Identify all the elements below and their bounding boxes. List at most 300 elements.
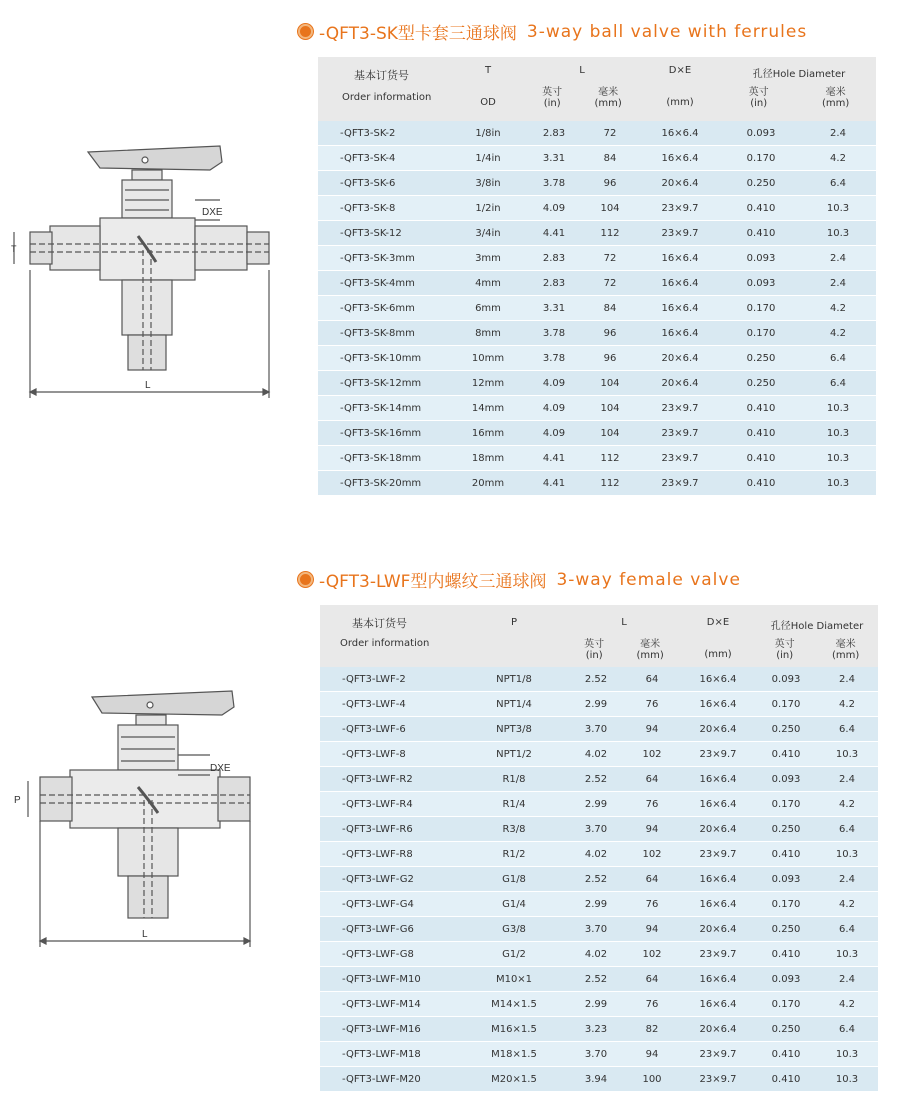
header-p: [460, 605, 568, 667]
order-code-cell: -QFT3-SK-10mm: [318, 346, 450, 371]
mm-en: (mm): [822, 98, 850, 109]
l-inch-cell: 2.99: [568, 992, 624, 1017]
l-inch-cell: 2.52: [568, 867, 624, 892]
size-cell: 12mm: [450, 371, 526, 396]
order-code-cell: -QFT3-SK-6: [318, 171, 450, 196]
size-cell: 6mm: [450, 296, 526, 321]
order-code-cell: -QFT3-LWF-M18: [320, 1042, 460, 1067]
size-cell: R1/4: [460, 792, 568, 817]
l-inch-cell: 3.70: [568, 717, 624, 742]
dxe-cell: 16×6.4: [638, 296, 722, 321]
hole-mm-cell: 10.3: [800, 221, 876, 246]
l-inch-cell: 4.41: [526, 446, 582, 471]
l-inch-cell: 2.99: [568, 692, 624, 717]
l-inch-cell: 3.31: [526, 296, 582, 321]
dxe-cell: 16×6.4: [638, 121, 722, 146]
table-row: [320, 792, 878, 817]
hole-mm-cell: 10.3: [800, 396, 876, 421]
l-mm-cell: 76: [624, 992, 680, 1017]
l-inch-cell: 2.99: [568, 792, 624, 817]
order-code-cell: -QFT3-LWF-M14: [320, 992, 460, 1017]
order-code-cell: -QFT3-SK-8: [318, 196, 450, 221]
size-cell: 16mm: [450, 421, 526, 446]
order-code-cell: -QFT3-SK-4: [318, 146, 450, 171]
hole-inch-cell: 0.410: [756, 742, 816, 767]
mm-cn: 毫米: [835, 639, 856, 650]
inch-cn: 英寸: [748, 87, 769, 98]
l-inch-cell: 3.78: [526, 346, 582, 371]
hole-mm-cell: 10.3: [816, 942, 878, 967]
hole-mm-cell: 2.4: [816, 667, 878, 692]
table-row: [320, 992, 878, 1017]
order-code-cell: -QFT3-LWF-6: [320, 717, 460, 742]
dxe-cell: 16×6.4: [638, 246, 722, 271]
mm-en: (mm): [636, 650, 664, 661]
l-mm-cell: 72: [582, 246, 638, 271]
dxe-label: DXE: [210, 763, 231, 774]
l-inch-cell: 2.83: [526, 121, 582, 146]
l-inch-cell: 4.09: [526, 196, 582, 221]
dxe-cell: 23×9.7: [638, 471, 722, 496]
mm-cn: 毫米: [640, 639, 661, 650]
section-title-cn: -QFT3-SK型卡套三通球阀: [319, 24, 517, 44]
table-row: [320, 842, 878, 867]
hole-mm-cell: 10.3: [816, 1042, 878, 1067]
size-cell: 1/2in: [450, 196, 526, 221]
hole-mm-cell: 4.2: [816, 692, 878, 717]
l-mm-cell: 94: [624, 717, 680, 742]
order-en: Order information: [340, 638, 430, 649]
l-mm-cell: 100: [624, 1067, 680, 1092]
section-title-cn: -QFT3-LWF型内螺纹三通球阀: [319, 572, 547, 592]
order-code-cell: -QFT3-LWF-2: [320, 667, 460, 692]
hole-inch-cell: 0.093: [722, 121, 800, 146]
section-title-en: 3-way female valve: [556, 569, 741, 590]
inch-cn: 英寸: [774, 639, 795, 650]
size-cell: NPT3/8: [460, 717, 568, 742]
dxe-cell: 20×6.4: [680, 917, 756, 942]
dxe-cell: 16×6.4: [680, 967, 756, 992]
t-label: T: [11, 244, 17, 254]
dxe-cell: 16×6.4: [680, 667, 756, 692]
hole-inch-cell: 0.170: [722, 321, 800, 346]
hole-mm-cell: 10.3: [800, 196, 876, 221]
l-mm-cell: 94: [624, 917, 680, 942]
size-cell: M14×1.5: [460, 992, 568, 1017]
size-cell: 3mm: [450, 246, 526, 271]
hole-inch-cell: 0.410: [722, 471, 800, 496]
order-code-cell: -QFT3-SK-2: [318, 121, 450, 146]
size-cell: 20mm: [450, 471, 526, 496]
l-inch-cell: 4.02: [568, 842, 624, 867]
l-mm-cell: 112: [582, 471, 638, 496]
l-mm-cell: 82: [624, 1017, 680, 1042]
table-row: [318, 271, 876, 296]
dxe-cell: 16×6.4: [680, 867, 756, 892]
hole-inch-cell: 0.250: [756, 1017, 816, 1042]
inch-en: (in): [750, 98, 768, 109]
order-code-cell: -QFT3-SK-8mm: [318, 321, 450, 346]
dxe-cell: 20×6.4: [638, 346, 722, 371]
hole-inch-cell: 0.170: [756, 992, 816, 1017]
bullet-icon: [298, 572, 313, 587]
dxe-cell: 20×6.4: [680, 1017, 756, 1042]
l-mm-cell: 64: [624, 967, 680, 992]
size-cell: 18mm: [450, 446, 526, 471]
l-inch-cell: 3.70: [568, 1042, 624, 1067]
hole-mm-cell: 2.4: [816, 767, 878, 792]
l-inch-cell: 3.78: [526, 321, 582, 346]
l-inch-cell: 2.52: [568, 767, 624, 792]
dxe-cell: 23×9.7: [680, 1042, 756, 1067]
dxe-cell: 16×6.4: [638, 146, 722, 171]
hole-mm-cell: 10.3: [816, 742, 878, 767]
t-header: T: [484, 65, 492, 76]
size-cell: R3/8: [460, 817, 568, 842]
table-row: [320, 817, 878, 842]
dxe-header: D×E: [668, 65, 692, 76]
l-inch-cell: 3.23: [568, 1017, 624, 1042]
order-code-cell: -QFT3-LWF-G2: [320, 867, 460, 892]
size-cell: 14mm: [450, 396, 526, 421]
hole-inch-cell: 0.093: [756, 767, 816, 792]
l-mm-cell: 102: [624, 942, 680, 967]
table-row: [320, 917, 878, 942]
hole-inch-cell: 0.170: [756, 792, 816, 817]
table-row: [320, 942, 878, 967]
sk-valve-drawing: [10, 140, 280, 405]
hole-inch-cell: 0.170: [756, 892, 816, 917]
l-inch-cell: 4.09: [526, 396, 582, 421]
order-code-cell: -QFT3-LWF-R4: [320, 792, 460, 817]
hole-inch-cell: 0.170: [756, 692, 816, 717]
hole-mm-cell: 4.2: [800, 296, 876, 321]
dxe-cell: 23×9.7: [638, 396, 722, 421]
inch-en: (in): [776, 650, 794, 661]
dxe-cell: 20×6.4: [638, 371, 722, 396]
l-mm-cell: 76: [624, 792, 680, 817]
hole-inch-cell: 0.410: [722, 446, 800, 471]
dxe-unit: (mm): [704, 649, 732, 660]
header-dxe: [680, 605, 756, 667]
hole-mm-cell: 4.2: [816, 892, 878, 917]
size-cell: 4mm: [450, 271, 526, 296]
order-code-cell: -QFT3-SK-14mm: [318, 396, 450, 421]
order-code-cell: -QFT3-LWF-M20: [320, 1067, 460, 1092]
l-inch-cell: 2.83: [526, 246, 582, 271]
l-inch-cell: 4.02: [568, 742, 624, 767]
hole-mm-cell: 2.4: [800, 246, 876, 271]
dxe-cell: 23×9.7: [680, 942, 756, 967]
l-inch-cell: 2.83: [526, 271, 582, 296]
table-row: [318, 121, 876, 146]
od-header: OD: [480, 97, 496, 108]
l-mm-cell: 104: [582, 421, 638, 446]
hole-mm-cell: 6.4: [816, 717, 878, 742]
order-code-cell: -QFT3-SK-12mm: [318, 371, 450, 396]
section-title-lwf: [298, 567, 741, 592]
hole-inch-cell: 0.093: [722, 271, 800, 296]
l-mm-cell: 84: [582, 146, 638, 171]
l-header: L: [579, 65, 585, 76]
l-inch-cell: 2.99: [568, 892, 624, 917]
hole-inch-cell: 0.410: [756, 1067, 816, 1092]
order-code-cell: -QFT3-LWF-G4: [320, 892, 460, 917]
dxe-cell: 16×6.4: [638, 321, 722, 346]
l-mm-cell: 104: [582, 396, 638, 421]
header-l: [526, 57, 638, 121]
hole-mm-cell: 10.3: [800, 471, 876, 496]
inch-en: (in): [543, 98, 561, 109]
l-inch-cell: 4.09: [526, 371, 582, 396]
size-cell: M10×1: [460, 967, 568, 992]
dxe-cell: 23×9.7: [638, 196, 722, 221]
dxe-cell: 23×9.7: [680, 842, 756, 867]
l-inch-cell: 3.31: [526, 146, 582, 171]
size-cell: 8mm: [450, 321, 526, 346]
hole-mm-cell: 6.4: [800, 346, 876, 371]
order-code-cell: -QFT3-SK-18mm: [318, 446, 450, 471]
l-mm-cell: 72: [582, 271, 638, 296]
hole-header: 孔径Hole Diameter: [770, 621, 864, 632]
l-mm-cell: 96: [582, 321, 638, 346]
table-row: [320, 1017, 878, 1042]
header-l: [568, 605, 680, 667]
dxe-cell: 16×6.4: [680, 792, 756, 817]
header-t: [450, 57, 526, 121]
hole-inch-cell: 0.093: [756, 667, 816, 692]
l-mm-cell: 104: [582, 371, 638, 396]
header-hole: [722, 57, 876, 121]
hole-mm-cell: 10.3: [816, 842, 878, 867]
order-code-cell: -QFT3-SK-20mm: [318, 471, 450, 496]
order-code-cell: -QFT3-LWF-M16: [320, 1017, 460, 1042]
table-row: [318, 146, 876, 171]
dxe-cell: 16×6.4: [680, 692, 756, 717]
bullet-icon: [298, 24, 313, 39]
l-label: L: [145, 380, 151, 391]
order-code-cell: -QFT3-SK-16mm: [318, 421, 450, 446]
hole-inch-cell: 0.250: [756, 717, 816, 742]
hole-inch-cell: 0.250: [722, 346, 800, 371]
dxe-cell: 16×6.4: [680, 767, 756, 792]
table-row: [318, 246, 876, 271]
table-row: [320, 1067, 878, 1092]
l-inch-cell: 3.70: [568, 817, 624, 842]
table-row: [320, 667, 878, 692]
order-code-cell: -QFT3-LWF-8: [320, 742, 460, 767]
hole-inch-cell: 0.250: [756, 817, 816, 842]
hole-mm-cell: 6.4: [800, 171, 876, 196]
hole-inch-cell: 0.250: [722, 171, 800, 196]
size-cell: NPT1/4: [460, 692, 568, 717]
l-inch-cell: 4.41: [526, 221, 582, 246]
l-mm-cell: 64: [624, 667, 680, 692]
inch-cn: 英寸: [542, 87, 563, 98]
mm-cn: 毫米: [598, 87, 619, 98]
hole-mm-cell: 2.4: [816, 967, 878, 992]
l-inch-cell: 3.94: [568, 1067, 624, 1092]
size-cell: M16×1.5: [460, 1017, 568, 1042]
hole-inch-cell: 0.093: [756, 967, 816, 992]
l-mm-cell: 112: [582, 446, 638, 471]
section-title-en: 3-way ball valve with ferrules: [526, 21, 808, 42]
table-row: [320, 1042, 878, 1067]
l-mm-cell: 96: [582, 171, 638, 196]
l-mm-cell: 102: [624, 742, 680, 767]
l-mm-cell: 112: [582, 221, 638, 246]
size-cell: G1/8: [460, 867, 568, 892]
size-cell: G1/4: [460, 892, 568, 917]
order-code-cell: -QFT3-LWF-R6: [320, 817, 460, 842]
l-mm-cell: 84: [582, 296, 638, 321]
hole-inch-cell: 0.250: [722, 371, 800, 396]
hole-inch-cell: 0.410: [756, 1042, 816, 1067]
hole-inch-cell: 0.170: [722, 146, 800, 171]
table-row: [318, 421, 876, 446]
size-cell: R1/8: [460, 767, 568, 792]
size-cell: 1/8in: [450, 121, 526, 146]
size-cell: NPT1/8: [460, 667, 568, 692]
dxe-cell: 20×6.4: [680, 817, 756, 842]
dxe-cell: 23×9.7: [638, 221, 722, 246]
table-row: [318, 221, 876, 246]
hole-mm-cell: 4.2: [816, 992, 878, 1017]
table-row: [318, 321, 876, 346]
size-cell: 3/8in: [450, 171, 526, 196]
table-row: [320, 892, 878, 917]
hole-mm-cell: 4.2: [816, 792, 878, 817]
dxe-cell: 23×9.7: [680, 1067, 756, 1092]
hole-mm-cell: 2.4: [816, 867, 878, 892]
l-inch-cell: 4.41: [526, 471, 582, 496]
hole-inch-cell: 0.410: [722, 221, 800, 246]
hole-inch-cell: 0.410: [722, 421, 800, 446]
order-code-cell: -QFT3-LWF-G8: [320, 942, 460, 967]
table-row: [318, 196, 876, 221]
hole-mm-cell: 10.3: [800, 446, 876, 471]
table-row: [318, 446, 876, 471]
p-header: P: [510, 617, 518, 628]
l-inch-cell: 4.09: [526, 421, 582, 446]
l-mm-cell: 96: [582, 346, 638, 371]
size-cell: G3/8: [460, 917, 568, 942]
order-code-cell: -QFT3-SK-4mm: [318, 271, 450, 296]
size-cell: R1/2: [460, 842, 568, 867]
l-inch-cell: 3.78: [526, 171, 582, 196]
header-order: [320, 605, 460, 667]
l-mm-cell: 94: [624, 817, 680, 842]
l-mm-cell: 72: [582, 121, 638, 146]
hole-inch-cell: 0.250: [756, 917, 816, 942]
size-cell: G1/2: [460, 942, 568, 967]
hole-mm-cell: 6.4: [816, 1017, 878, 1042]
l-mm-cell: 64: [624, 867, 680, 892]
header-order: [318, 57, 450, 121]
l-inch-cell: 2.52: [568, 667, 624, 692]
size-cell: M18×1.5: [460, 1042, 568, 1067]
order-code-cell: -QFT3-SK-12: [318, 221, 450, 246]
dxe-cell: 16×6.4: [680, 892, 756, 917]
size-cell: NPT1/2: [460, 742, 568, 767]
table-row: [320, 717, 878, 742]
hole-inch-cell: 0.170: [722, 296, 800, 321]
order-code-cell: -QFT3-SK-6mm: [318, 296, 450, 321]
mm-en: (mm): [594, 98, 622, 109]
inch-en: (in): [585, 650, 603, 661]
table-row: [318, 171, 876, 196]
dxe-cell: 16×6.4: [638, 271, 722, 296]
hole-mm-cell: 6.4: [800, 371, 876, 396]
size-cell: 1/4in: [450, 146, 526, 171]
dxe-label: DXE: [202, 207, 223, 218]
table-row: [320, 867, 878, 892]
l-mm-cell: 76: [624, 692, 680, 717]
section-title-sk: [298, 19, 807, 44]
size-cell: M20×1.5: [460, 1067, 568, 1092]
hole-inch-cell: 0.410: [722, 396, 800, 421]
p-label: P: [14, 795, 21, 806]
hole-mm-cell: 10.3: [816, 1067, 878, 1092]
hole-mm-cell: 4.2: [800, 146, 876, 171]
hole-inch-cell: 0.093: [722, 246, 800, 271]
order-cn: 基本订货号: [352, 617, 407, 630]
l-label: L: [142, 929, 148, 940]
l-inch-cell: 4.02: [568, 942, 624, 967]
hole-inch-cell: 0.410: [722, 196, 800, 221]
dxe-header: D×E: [706, 617, 730, 628]
l-mm-cell: 104: [582, 196, 638, 221]
table-row: [320, 742, 878, 767]
dxe-cell: 23×9.7: [680, 742, 756, 767]
l-inch-cell: 2.52: [568, 967, 624, 992]
hole-mm-cell: 4.2: [800, 321, 876, 346]
hole-mm-cell: 2.4: [800, 271, 876, 296]
l-header: L: [621, 617, 627, 628]
lwf-spec-table: [320, 605, 878, 1092]
size-cell: 3/4in: [450, 221, 526, 246]
l-mm-cell: 76: [624, 892, 680, 917]
mm-cn: 毫米: [825, 87, 846, 98]
dxe-unit: (mm): [666, 97, 694, 108]
hole-mm-cell: 10.3: [800, 421, 876, 446]
hole-mm-cell: 2.4: [800, 121, 876, 146]
size-cell: 10mm: [450, 346, 526, 371]
order-code-cell: -QFT3-LWF-R2: [320, 767, 460, 792]
order-code-cell: -QFT3-LWF-M10: [320, 967, 460, 992]
hole-mm-cell: 6.4: [816, 817, 878, 842]
dxe-cell: 16×6.4: [680, 992, 756, 1017]
inch-cn: 英寸: [584, 639, 605, 650]
sk-spec-table: [318, 57, 876, 496]
hole-header: 孔径Hole Diameter: [752, 69, 846, 80]
dxe-cell: 23×9.7: [638, 421, 722, 446]
table-row: [320, 692, 878, 717]
header-hole: [756, 605, 878, 667]
order-cn: 基本订货号: [354, 69, 409, 82]
lwf-valve-drawing: [10, 685, 280, 955]
table-row: [318, 296, 876, 321]
order-code-cell: -QFT3-SK-3mm: [318, 246, 450, 271]
order-code-cell: -QFT3-LWF-R8: [320, 842, 460, 867]
hole-inch-cell: 0.410: [756, 842, 816, 867]
l-inch-cell: 3.70: [568, 917, 624, 942]
mm-en: (mm): [832, 650, 860, 661]
table-row: [320, 767, 878, 792]
order-en: Order information: [342, 92, 432, 103]
table-row: [318, 396, 876, 421]
l-mm-cell: 102: [624, 842, 680, 867]
